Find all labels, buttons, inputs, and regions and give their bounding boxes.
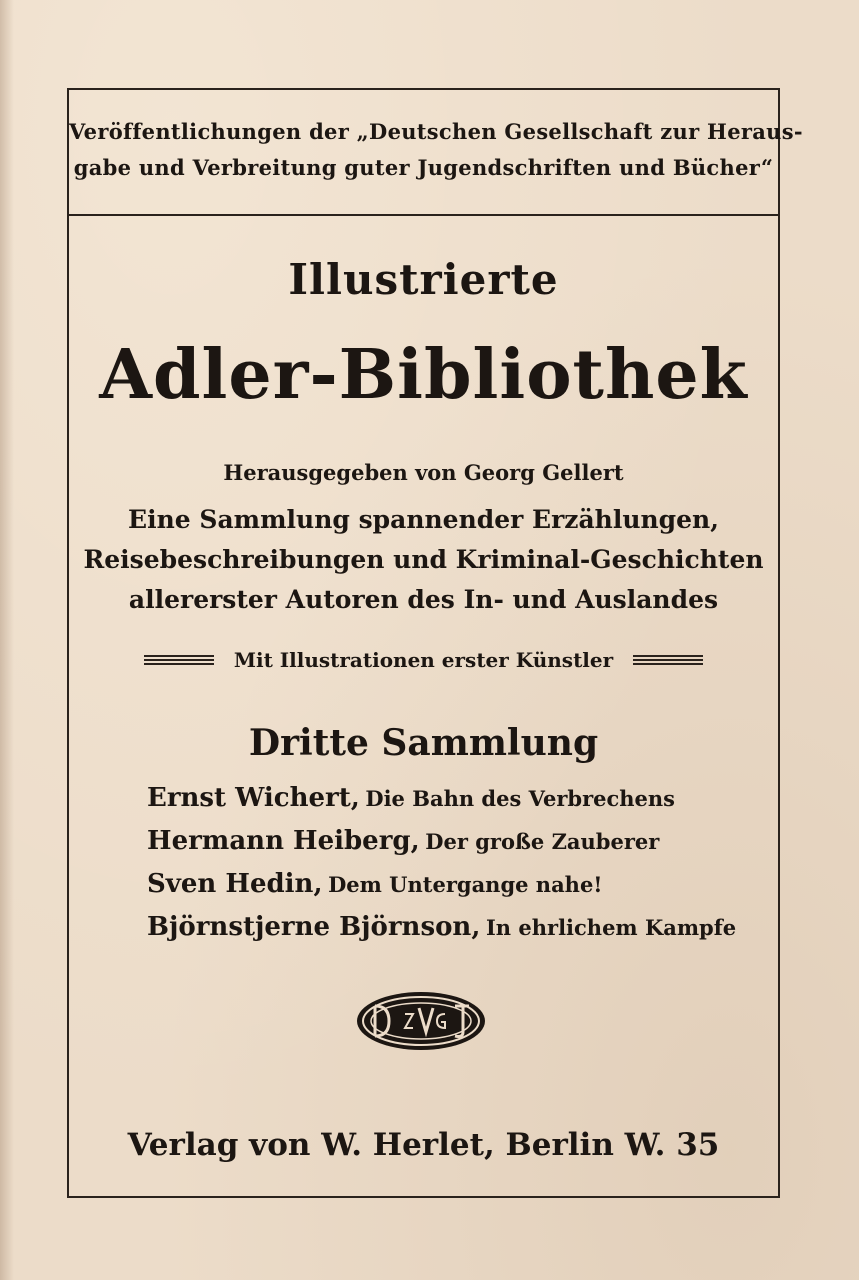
title-illustrierte: Illustrierte	[288, 255, 559, 304]
description-block	[69, 500, 778, 620]
publisher-logo	[355, 990, 487, 1052]
page-edge-shadow	[0, 0, 14, 1280]
work-author: Björnstjerne Björnson,	[147, 912, 481, 942]
publisher-imprint: Verlag von W. Herlet, Berlin W. 35	[127, 1127, 720, 1163]
collection-heading: Dritte Sammlung	[248, 722, 599, 764]
ornament-rule-right	[633, 655, 703, 665]
work-title: Die Bahn des Verbrechens	[365, 786, 676, 811]
illustrations-row	[69, 645, 778, 675]
ornament-rule-left	[144, 655, 214, 665]
description-line-3: allererster Autoren des In- und Auslandes	[128, 585, 719, 614]
series-header-line-1: Veröffentlichungen der „Deutschen Gesellschaft zur Heraus-	[69, 119, 803, 144]
work-title: Der große Zauberer	[425, 829, 660, 854]
editor-line: Herausgegeben von Georg Gellert	[223, 460, 624, 485]
work-entry	[147, 864, 758, 907]
work-entry	[147, 778, 758, 821]
work-entry	[147, 907, 758, 950]
work-title: In ehrlichem Kampfe	[485, 915, 737, 940]
series-header-box	[69, 90, 803, 216]
work-author: Ernst Wichert,	[147, 783, 360, 813]
work-entry	[147, 821, 758, 864]
title-page-frame	[67, 88, 803, 1198]
work-author: Hermann Heiberg,	[147, 826, 420, 856]
works-list	[147, 778, 758, 950]
description-line-2: Reisebeschreibungen und Kriminal-Geschichten	[83, 545, 764, 574]
title-adler-bibliothek: Adler-Bibliothek	[99, 335, 748, 415]
description-line-1: Eine Sammlung spannender Erzählungen,	[128, 505, 719, 534]
illustrations-note: Mit Illustrationen erster Künstler	[233, 648, 614, 672]
work-author: Sven Hedin,	[147, 869, 323, 899]
series-header-line-2: gabe und Verbreitung guter Jugendschriften und Bücher“	[73, 155, 774, 180]
work-title: Dem Untergange nahe!	[328, 872, 603, 897]
